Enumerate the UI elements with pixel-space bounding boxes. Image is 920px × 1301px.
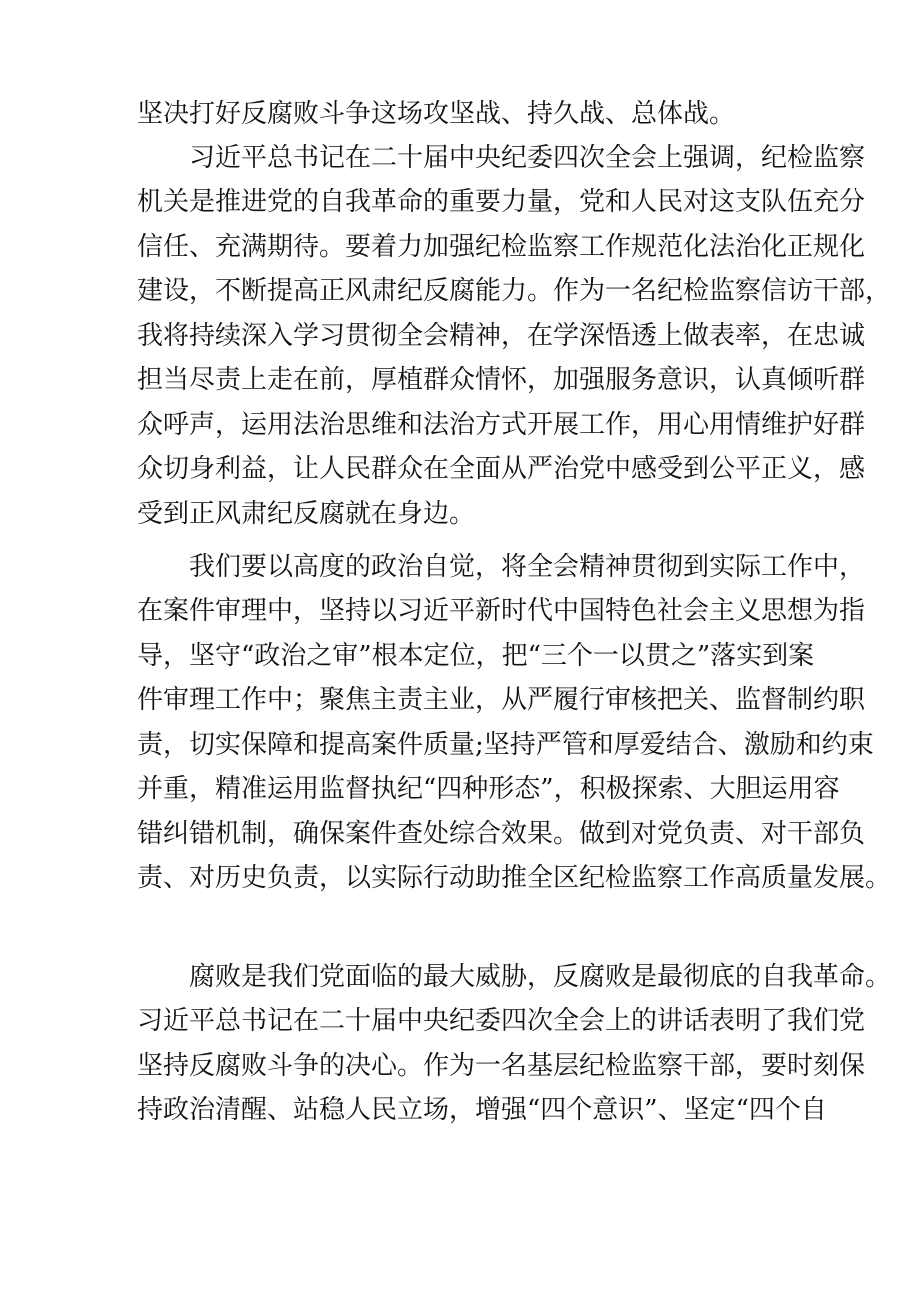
text-line: 并重，精准运用监督执纪“四种形态”，积极探索、大胆运用容: [137, 774, 840, 804]
text-line: 件审理工作中；聚焦主责主业，从严履行审核把关、监督制约职: [137, 685, 866, 715]
text-line: 错纠错机制，确保案件查处综合效果。做到对党负责、对干部负: [137, 819, 866, 849]
text-line: 习近平总书记在二十届中央纪委四次全会上强调，纪检监察: [189, 143, 866, 173]
text-line: 导，坚守“政治之审”根本定位，把“三个一以贯之”落实到案: [137, 641, 815, 671]
text-line: 腐败是我们党面临的最大威胁，反腐败是最彻底的自我革命。: [189, 962, 892, 992]
text-line: 坚决打好反腐败斗争这场攻坚战、持久战、总体战。: [137, 99, 736, 129]
text-line: 众呼声，运用法治思维和法治方式开展工作，用心用情维护好群: [137, 410, 866, 440]
text-line: 众切身利益，让人民群众在全面从严治党中感受到公平正义，感: [137, 454, 866, 484]
text-line: 习近平总书记在二十届中央纪委四次全会上的讲话表明了我们党: [137, 1006, 866, 1036]
text-line: 我们要以高度的政治自觉，将全会精神贯彻到实际工作中，: [189, 552, 866, 582]
text-line: 担当尽责上走在前，厚植群众情怀，加强服务意识，认真倾听群: [137, 365, 866, 395]
text-line: 责，切实保障和提高案件质量;坚持严管和厚爱结合、激励和约束: [137, 730, 874, 760]
text-line: 坚持反腐败斗争的决心。作为一名基层纪检监察干部，要时刻保: [137, 1051, 866, 1081]
text-line: 持政治清醒、站稳人民立场，增强“四个意识”、坚定“四个自: [137, 1095, 827, 1125]
text-line: 我将持续深入学习贯彻全会精神，在学深悟透上做表率，在忠诚: [137, 321, 866, 351]
text-line: 责、对历史负责，以实际行动助推全区纪检监察工作高质量发展。: [137, 863, 892, 893]
text-line: 在案件审理中，坚持以习近平新时代中国特色社会主义思想为指: [137, 596, 866, 626]
text-line: 机关是推进党的自我革命的重要力量，党和人民对这支队伍充分: [137, 187, 866, 217]
text-line: 受到正风肃纪反腐就在身边。: [137, 499, 476, 529]
text-line: 信任、充满期待。要着力加强纪检监察工作规范化法治化正规化: [137, 232, 866, 262]
text-line: 建设，不断提高正风肃纪反腐能力。作为一名纪检监察信访干部，: [137, 276, 892, 306]
